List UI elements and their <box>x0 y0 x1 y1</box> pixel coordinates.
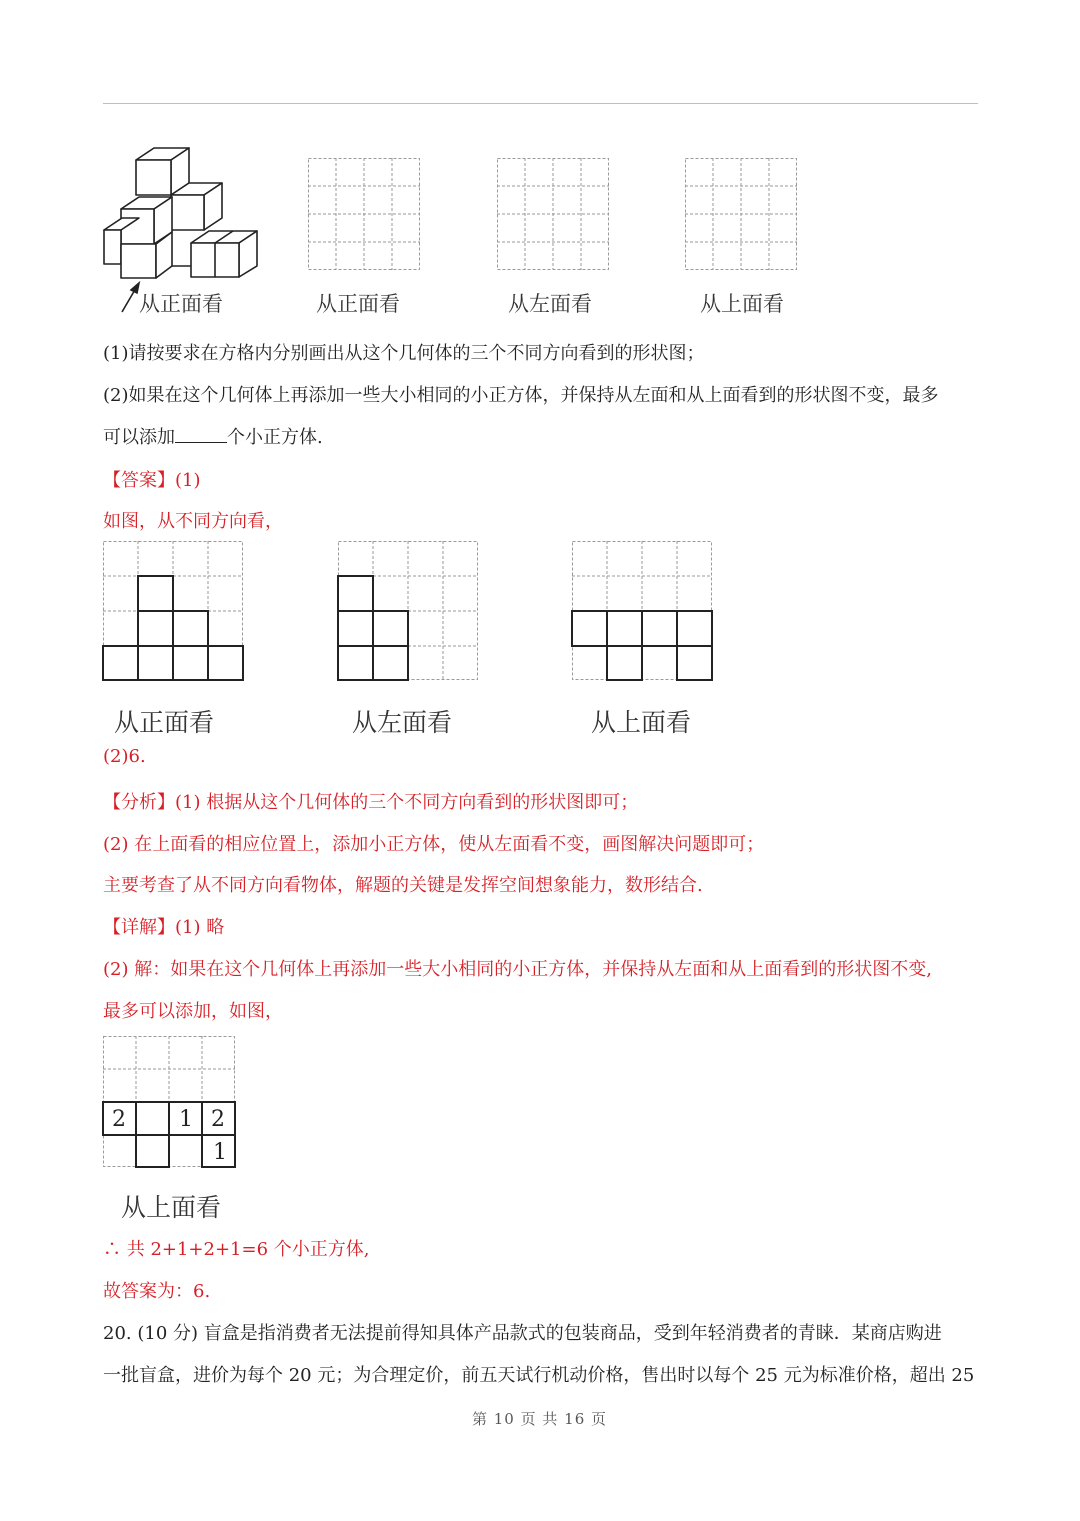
figure-caption-top: 从上面看 <box>700 292 784 316</box>
detail-line-3: 最多可以添加，如图， <box>103 1001 283 1022</box>
analysis-label: 【分析】 <box>103 792 175 813</box>
isometric-cube-figure <box>100 140 270 310</box>
answer-view-front <box>103 541 243 681</box>
analysis-line-1 <box>103 788 638 814</box>
question-text-after-blank: 个小正方体. <box>227 427 323 448</box>
detail-grid-caption: 从上面看 <box>121 1193 222 1222</box>
analysis-line-3: 主要考查了从不同方向看物体，解题的关键是发挥空间想象能力，数形结合. <box>103 875 703 896</box>
answer-view-left <box>338 541 478 681</box>
detail-final-answer: 故答案为：6. <box>103 1281 211 1302</box>
page-footer: 第 10 页 共 16 页 <box>472 1410 608 1428</box>
answer-label: 【答案】 <box>103 470 175 491</box>
question-text-before-blank: 可以添加 <box>103 427 175 448</box>
answer-part-1-label: (1) <box>175 470 201 491</box>
answer-view-top <box>572 541 712 681</box>
detail-label: 【详解】 <box>103 917 175 938</box>
figure-caption-left: 从左面看 <box>508 292 592 316</box>
header-rule <box>103 103 978 104</box>
answer-heading <box>103 466 201 492</box>
empty-grid-top <box>685 158 797 270</box>
detail-conclusion: ∴ 共 2+1+2+1=6 个小正方体, <box>103 1239 370 1260</box>
grid-number-col1: 2 <box>112 1107 126 1132</box>
grid-number-col3: 1 <box>179 1107 193 1132</box>
analysis-line-2: (2) 在上面看的相应位置上，添加小正方体，使从左面看不变，画图解决问题即可； <box>103 834 765 855</box>
empty-grid-left <box>497 158 609 270</box>
answer-caption-front: 从正面看 <box>114 708 215 737</box>
detail-top-view-grid <box>103 1036 235 1168</box>
question-part-2-line-1: (2)如果在这个几何体上再添加一些大小相同的小正方体，并保持从左面和从上面看到的形状图不变，最多 <box>103 385 939 406</box>
question-20-line-1: 20. (10 分) 盲盒是指消费者无法提前得知具体产品款式的包装商品，受到年轻消费者的青睐．某商店购进 <box>103 1323 942 1344</box>
answer-blank <box>175 426 227 443</box>
question-20-line-2: 一批盲盒，进价为每个 20 元；为合理定价，前五天试行机动价格，售出时以每个 25 元为标准价格，超出 25 <box>103 1365 975 1386</box>
question-part-1: (1)请按要求在方格内分别画出从这个几何体的三个不同方向看到的形状图； <box>103 343 705 364</box>
empty-grid-front <box>308 158 420 270</box>
answer-caption-top: 从上面看 <box>591 708 692 737</box>
figure-caption-front-arrow: 从正面看 <box>139 292 223 316</box>
analysis-text-1: (1) 根据从这个几何体的三个不同方向看到的形状图即可； <box>175 792 639 813</box>
detail-line-1 <box>103 913 224 939</box>
question-part-2-line-2 <box>103 423 323 449</box>
answer-part-2: (2)6. <box>103 746 146 767</box>
figure-caption-front: 从正面看 <box>316 292 400 316</box>
grid-number-col4: 2 <box>211 1107 225 1132</box>
answer-caption-left: 从左面看 <box>352 708 453 737</box>
answer-intro: 如图，从不同方向看， <box>103 511 283 532</box>
detail-line-2: (2) 解：如果在这个几何体上再添加一些大小相同的小正方体，并保持从左面和从上面看到的形状图不变, <box>103 959 932 980</box>
detail-text-1: (1) 略 <box>175 917 225 938</box>
grid-number-col4-row2: 1 <box>213 1140 227 1165</box>
